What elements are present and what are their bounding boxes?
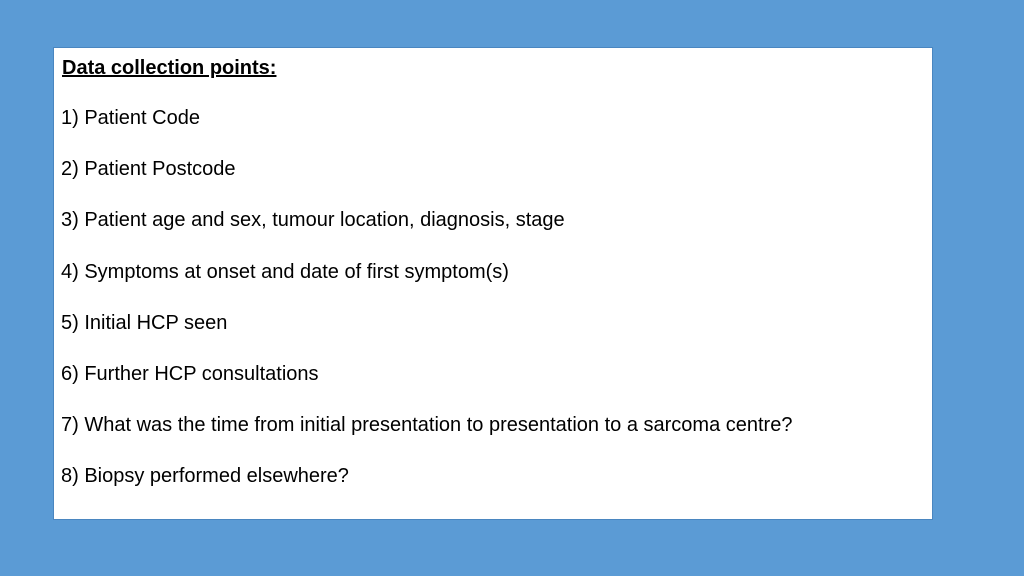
list-item: 1) Patient Code (61, 107, 200, 129)
list-item: 7) What was the time from initial presentation to presentation to a sarcoma centre? (61, 414, 793, 437)
list-item: 8) Biopsy performed elsewhere? (61, 465, 349, 488)
list-item: 5) Initial HCP seen (61, 311, 228, 334)
list-item: 4) Symptoms at onset and date of first symptom(s) (61, 260, 509, 283)
slide-heading: Data collection points: (62, 57, 277, 79)
content-panel (53, 47, 933, 520)
list-item: 6) Further HCP consultations (61, 362, 319, 385)
list-item: 3) Patient age and sex, tumour location, diagnosis, stage (61, 209, 565, 232)
data-collection-list (61, 106, 792, 516)
list-item: 2) Patient Postcode (61, 158, 236, 181)
